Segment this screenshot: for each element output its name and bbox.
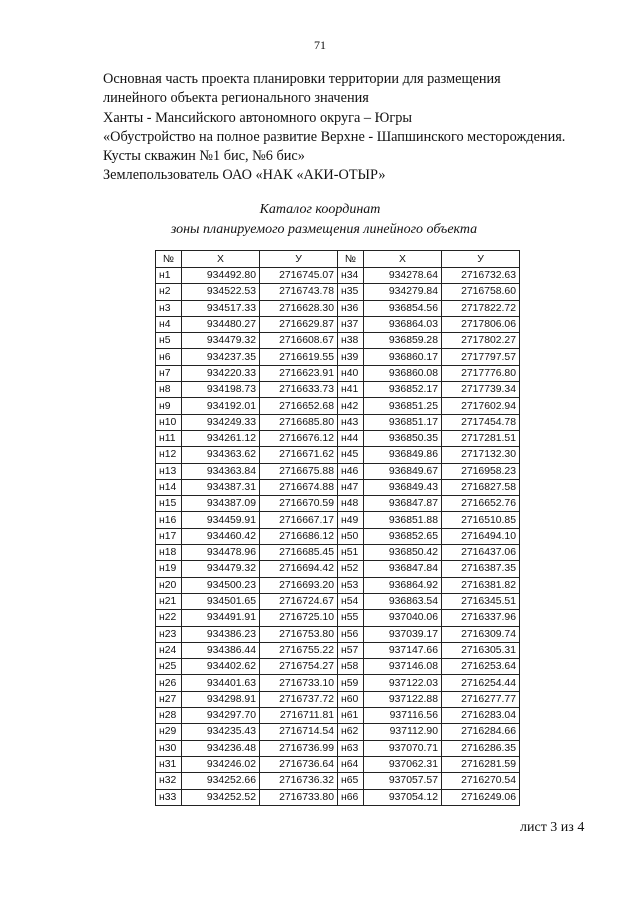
y-value: 2716754.27	[260, 659, 338, 675]
x-value: 934278.64	[364, 268, 442, 284]
x-value: 936852.65	[364, 528, 442, 544]
column-header-x: Х	[182, 251, 260, 268]
point-number: н62	[338, 724, 364, 740]
x-value: 934460.42	[182, 528, 260, 544]
x-value: 934501.65	[182, 593, 260, 609]
y-value: 2716675.88	[260, 463, 338, 479]
table-row	[156, 300, 520, 316]
point-number: н32	[156, 773, 182, 789]
table-row	[156, 447, 520, 463]
point-number: н14	[156, 479, 182, 495]
x-value: 934363.84	[182, 463, 260, 479]
x-value: 936863.54	[364, 593, 442, 609]
point-number: н39	[338, 349, 364, 365]
point-number: н28	[156, 708, 182, 724]
point-number: н41	[338, 382, 364, 398]
y-value: 2716619.55	[260, 349, 338, 365]
y-value: 2716608.67	[260, 333, 338, 349]
column-header-number: №	[338, 251, 364, 268]
x-value: 934478.96	[182, 545, 260, 561]
column-header-y: У	[442, 251, 520, 268]
x-value: 934363.62	[182, 447, 260, 463]
point-number: н16	[156, 512, 182, 528]
y-value: 2716652.68	[260, 398, 338, 414]
y-value: 2716685.45	[260, 545, 338, 561]
y-value: 2716309.74	[442, 626, 520, 642]
y-value: 2716284.66	[442, 724, 520, 740]
point-number: н19	[156, 561, 182, 577]
x-value: 934297.70	[182, 708, 260, 724]
table-row	[156, 382, 520, 398]
point-number: н47	[338, 479, 364, 495]
y-value: 2716732.63	[442, 268, 520, 284]
point-number: н31	[156, 756, 182, 772]
point-number: н12	[156, 447, 182, 463]
point-number: н61	[338, 708, 364, 724]
x-value: 934386.23	[182, 626, 260, 642]
point-number: н40	[338, 365, 364, 381]
table-row	[156, 593, 520, 609]
point-number: н2	[156, 284, 182, 300]
table-row	[156, 756, 520, 772]
point-number: н66	[338, 789, 364, 805]
point-number: н51	[338, 545, 364, 561]
y-value: 2716714.54	[260, 724, 338, 740]
table-body	[156, 268, 520, 806]
point-number: н38	[338, 333, 364, 349]
x-value: 934479.32	[182, 561, 260, 577]
table-row	[156, 528, 520, 544]
table-row	[156, 577, 520, 593]
point-number: н57	[338, 642, 364, 658]
point-number: н8	[156, 382, 182, 398]
point-number: н63	[338, 740, 364, 756]
x-value: 936859.28	[364, 333, 442, 349]
y-value: 2716387.35	[442, 561, 520, 577]
x-value: 934252.52	[182, 789, 260, 805]
y-value: 2716755.22	[260, 642, 338, 658]
x-value: 936849.43	[364, 479, 442, 495]
point-number: н6	[156, 349, 182, 365]
point-number: н26	[156, 675, 182, 691]
table-row	[156, 365, 520, 381]
y-value: 2716510.85	[442, 512, 520, 528]
point-number: н24	[156, 642, 182, 658]
x-value: 934220.33	[182, 365, 260, 381]
x-value: 936864.03	[364, 316, 442, 332]
point-number: н34	[338, 268, 364, 284]
point-number: н56	[338, 626, 364, 642]
y-value: 2716270.54	[442, 773, 520, 789]
y-value: 2716652.76	[442, 496, 520, 512]
x-value: 937057.57	[364, 773, 442, 789]
point-number: н46	[338, 463, 364, 479]
y-value: 2716674.88	[260, 479, 338, 495]
y-value: 2716693.20	[260, 577, 338, 593]
x-value: 937070.71	[364, 740, 442, 756]
point-number: н21	[156, 593, 182, 609]
y-value: 2716623.91	[260, 365, 338, 381]
y-value: 2716286.35	[442, 740, 520, 756]
y-value: 2716711.81	[260, 708, 338, 724]
header-line: Ханты - Мансийского автономного округа – Югры	[103, 109, 412, 126]
y-value: 2716337.96	[442, 610, 520, 626]
x-value: 934459.91	[182, 512, 260, 528]
x-value: 934236.48	[182, 740, 260, 756]
x-value: 937040.06	[364, 610, 442, 626]
point-number: н7	[156, 365, 182, 381]
x-value: 934252.66	[182, 773, 260, 789]
x-value: 937122.03	[364, 675, 442, 691]
x-value: 934480.27	[182, 316, 260, 332]
y-value: 2716381.82	[442, 577, 520, 593]
point-number: н53	[338, 577, 364, 593]
y-value: 2717802.27	[442, 333, 520, 349]
point-number: н25	[156, 659, 182, 675]
point-number: н36	[338, 300, 364, 316]
sheet-label: лист 3 из 4	[520, 820, 585, 835]
table-row	[156, 740, 520, 756]
y-value: 2716628.30	[260, 300, 338, 316]
point-number: н17	[156, 528, 182, 544]
point-number: н64	[338, 756, 364, 772]
x-value: 934387.31	[182, 479, 260, 495]
table-row	[156, 789, 520, 805]
page-number: 71	[314, 38, 326, 52]
x-value: 934401.63	[182, 675, 260, 691]
y-value: 2716743.78	[260, 284, 338, 300]
y-value: 2717776.80	[442, 365, 520, 381]
point-number: н49	[338, 512, 364, 528]
x-value: 934298.91	[182, 691, 260, 707]
table-header-row	[156, 251, 520, 268]
x-value: 934500.23	[182, 577, 260, 593]
y-value: 2716633.73	[260, 382, 338, 398]
x-value: 936851.17	[364, 414, 442, 430]
y-value: 2716283.04	[442, 708, 520, 724]
catalog-title	[0, 200, 640, 240]
table-row	[156, 561, 520, 577]
point-number: н45	[338, 447, 364, 463]
x-value: 934198.73	[182, 382, 260, 398]
y-value: 2716629.87	[260, 316, 338, 332]
y-value: 2716686.12	[260, 528, 338, 544]
y-value: 2716733.80	[260, 789, 338, 805]
y-value: 2716345.51	[442, 593, 520, 609]
table-row	[156, 512, 520, 528]
y-value: 2716736.32	[260, 773, 338, 789]
point-number: н54	[338, 593, 364, 609]
y-value: 2716733.10	[260, 675, 338, 691]
point-number: н18	[156, 545, 182, 561]
y-value: 2716676.12	[260, 430, 338, 446]
point-number: н27	[156, 691, 182, 707]
header-line: линейного объекта регионального значения	[103, 90, 369, 107]
x-value: 934237.35	[182, 349, 260, 365]
point-number: н65	[338, 773, 364, 789]
table-row	[156, 724, 520, 740]
y-value: 2716437.06	[442, 545, 520, 561]
table-row	[156, 659, 520, 675]
point-number: н4	[156, 316, 182, 332]
y-value: 2716737.72	[260, 691, 338, 707]
catalog-title-line-2: зоны планируемого размещения линейного объекта	[170, 222, 478, 237]
point-number: н10	[156, 414, 182, 430]
point-number: н33	[156, 789, 182, 805]
x-value: 934492.80	[182, 268, 260, 284]
x-value: 936860.17	[364, 349, 442, 365]
x-value: 934491.91	[182, 610, 260, 626]
x-value: 936847.87	[364, 496, 442, 512]
point-number: н55	[338, 610, 364, 626]
y-value: 2716958.23	[442, 463, 520, 479]
x-value: 936850.35	[364, 430, 442, 446]
table-row	[156, 642, 520, 658]
point-number: н30	[156, 740, 182, 756]
x-value: 937116.56	[364, 708, 442, 724]
x-value: 936849.67	[364, 463, 442, 479]
point-number: н58	[338, 659, 364, 675]
point-number: н42	[338, 398, 364, 414]
table-row	[156, 333, 520, 349]
table-row	[156, 479, 520, 495]
point-number: н60	[338, 691, 364, 707]
y-value: 2716253.64	[442, 659, 520, 675]
x-value: 937146.08	[364, 659, 442, 675]
y-value: 2716671.62	[260, 447, 338, 463]
y-value: 2716494.10	[442, 528, 520, 544]
x-value: 936854.56	[364, 300, 442, 316]
y-value: 2716745.07	[260, 268, 338, 284]
y-value: 2717602.94	[442, 398, 520, 414]
y-value: 2716758.60	[442, 284, 520, 300]
x-value: 936849.86	[364, 447, 442, 463]
y-value: 2716667.17	[260, 512, 338, 528]
table-row	[156, 691, 520, 707]
y-value: 2716827.58	[442, 479, 520, 495]
table-row	[156, 414, 520, 430]
table-row	[156, 430, 520, 446]
table-row	[156, 316, 520, 332]
y-value: 2716670.59	[260, 496, 338, 512]
table-row	[156, 545, 520, 561]
y-value: 2716724.67	[260, 593, 338, 609]
header-line: «Обустройство на полное развитие Верхне - Шапшинского месторождения.	[103, 128, 566, 145]
y-value: 2716736.99	[260, 740, 338, 756]
document-header	[103, 70, 623, 186]
y-value: 2717797.57	[442, 349, 520, 365]
x-value: 934235.43	[182, 724, 260, 740]
x-value: 936860.08	[364, 365, 442, 381]
table-row	[156, 496, 520, 512]
y-value: 2716753.80	[260, 626, 338, 642]
x-value: 936850.42	[364, 545, 442, 561]
y-value: 2717281.51	[442, 430, 520, 446]
y-value: 2716281.59	[442, 756, 520, 772]
point-number: н59	[338, 675, 364, 691]
y-value: 2716249.06	[442, 789, 520, 805]
x-value: 936851.88	[364, 512, 442, 528]
x-value: 936852.17	[364, 382, 442, 398]
y-value: 2716254.44	[442, 675, 520, 691]
x-value: 937122.88	[364, 691, 442, 707]
x-value: 934246.02	[182, 756, 260, 772]
point-number: н37	[338, 316, 364, 332]
y-value: 2717454.78	[442, 414, 520, 430]
x-value: 934279.84	[364, 284, 442, 300]
y-value: 2717806.06	[442, 316, 520, 332]
table-row	[156, 349, 520, 365]
point-number: н48	[338, 496, 364, 512]
y-value: 2716694.42	[260, 561, 338, 577]
point-number: н52	[338, 561, 364, 577]
table-row	[156, 284, 520, 300]
x-value: 937039.17	[364, 626, 442, 642]
x-value: 934387.09	[182, 496, 260, 512]
y-value: 2716277.77	[442, 691, 520, 707]
point-number: н22	[156, 610, 182, 626]
point-number: н11	[156, 430, 182, 446]
catalog-title-line-1: Каталог координат	[259, 202, 381, 217]
y-value: 2717822.72	[442, 300, 520, 316]
x-value: 934249.33	[182, 414, 260, 430]
x-value: 934479.32	[182, 333, 260, 349]
x-value: 934522.53	[182, 284, 260, 300]
y-value: 2716725.10	[260, 610, 338, 626]
x-value: 934192.01	[182, 398, 260, 414]
y-value: 2717739.34	[442, 382, 520, 398]
y-value: 2716685.80	[260, 414, 338, 430]
point-number: н9	[156, 398, 182, 414]
x-value: 936864.92	[364, 577, 442, 593]
x-value: 937147.66	[364, 642, 442, 658]
point-number: н5	[156, 333, 182, 349]
point-number: н15	[156, 496, 182, 512]
y-value: 2716305.31	[442, 642, 520, 658]
point-number: н20	[156, 577, 182, 593]
table-row	[156, 626, 520, 642]
header-line: Кусты скважин №1 бис, №6 бис»	[103, 148, 305, 165]
point-number: н3	[156, 300, 182, 316]
point-number: н1	[156, 268, 182, 284]
column-header-y: У	[260, 251, 338, 268]
y-value: 2717132.30	[442, 447, 520, 463]
table-row	[156, 268, 520, 284]
x-value: 934517.33	[182, 300, 260, 316]
point-number: н29	[156, 724, 182, 740]
table-row	[156, 675, 520, 691]
x-value: 936851.25	[364, 398, 442, 414]
x-value: 934261.12	[182, 430, 260, 446]
column-header-number: №	[156, 251, 182, 268]
table-row	[156, 708, 520, 724]
x-value: 934402.62	[182, 659, 260, 675]
point-number: н50	[338, 528, 364, 544]
point-number: н13	[156, 463, 182, 479]
table-row	[156, 463, 520, 479]
coordinates-table	[155, 250, 520, 806]
table-row	[156, 773, 520, 789]
y-value: 2716736.64	[260, 756, 338, 772]
point-number: н35	[338, 284, 364, 300]
table-row	[156, 610, 520, 626]
x-value: 937112.90	[364, 724, 442, 740]
point-number: н44	[338, 430, 364, 446]
x-value: 936847.84	[364, 561, 442, 577]
point-number: н43	[338, 414, 364, 430]
x-value: 937062.31	[364, 756, 442, 772]
column-header-x: Х	[364, 251, 442, 268]
point-number: н23	[156, 626, 182, 642]
table-row	[156, 398, 520, 414]
header-line: Землепользователь ОАО «НАК «АКИ-ОТЫР»	[103, 167, 386, 184]
header-line: Основная часть проекта планировки территории для размещения	[103, 71, 501, 87]
x-value: 937054.12	[364, 789, 442, 805]
x-value: 934386.44	[182, 642, 260, 658]
